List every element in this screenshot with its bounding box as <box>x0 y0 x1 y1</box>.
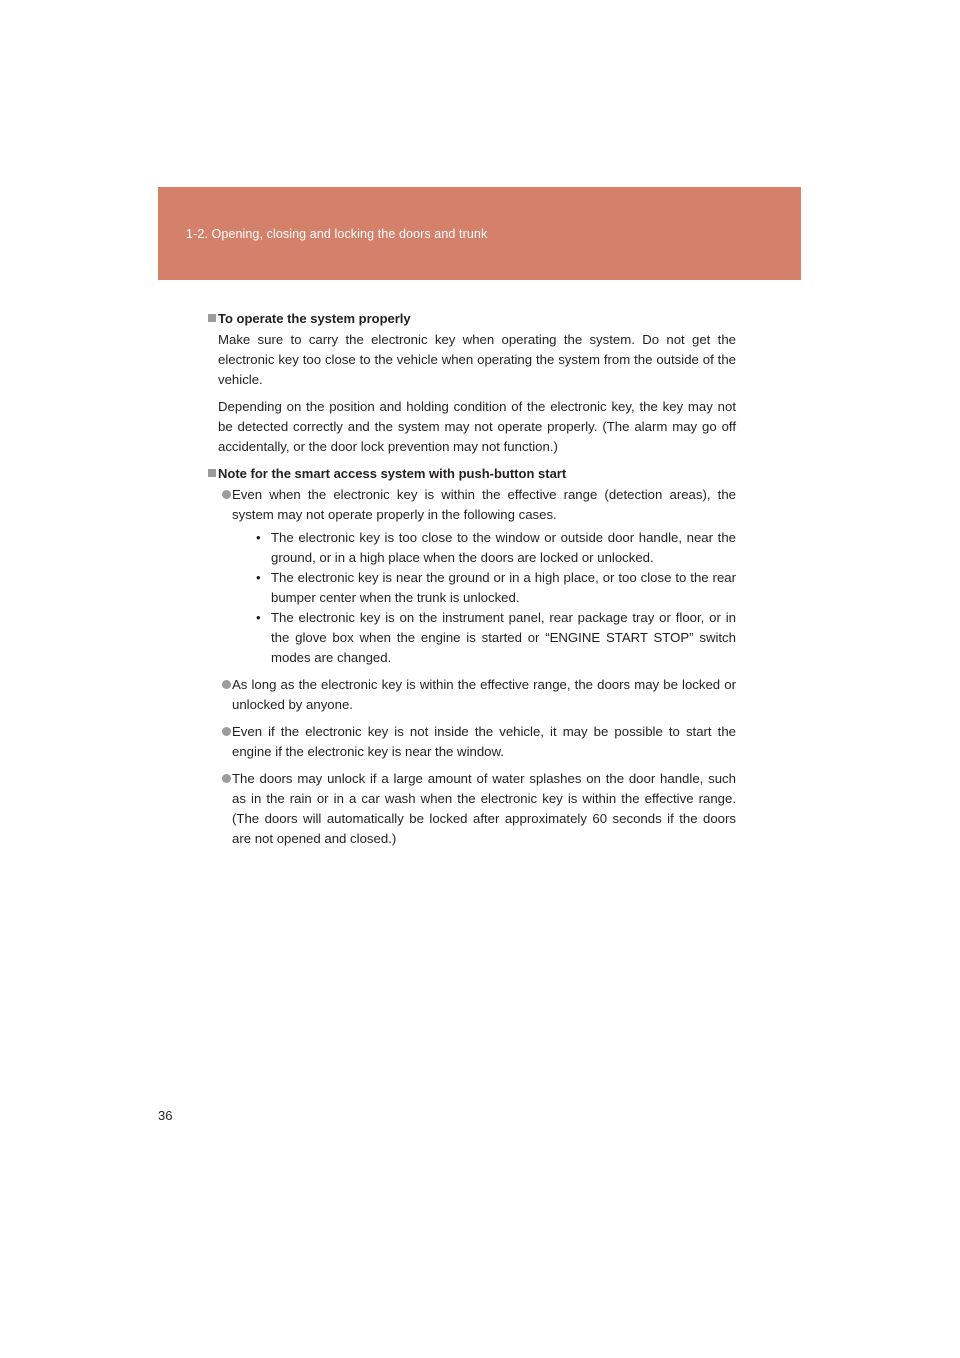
page-content <box>208 309 736 856</box>
sub-item-text: The electronic key is too close to the window or outside door handle, near the ground, or in a high place when the doors are locked or unlocked. <box>271 530 736 565</box>
bullet-text: Even when the electronic key is within the effective range (detection areas), the system may not operate properly in the following cases. <box>232 487 736 522</box>
page-number: 36 <box>158 1108 173 1123</box>
sub-list-item <box>256 528 736 568</box>
chapter-header-band <box>158 187 801 280</box>
section-heading <box>208 309 736 329</box>
sub-list <box>232 528 736 668</box>
round-bullet-icon <box>222 774 231 783</box>
sub-item-text: The electronic key is near the ground or in a high place, or too close to the rear bumper center when the trunk is unlocked. <box>271 570 736 605</box>
bullet-item <box>208 722 736 762</box>
small-dot-icon: • <box>256 530 261 545</box>
section-smart-access-note <box>208 464 736 849</box>
section-heading <box>208 464 736 484</box>
small-dot-icon: • <box>256 610 261 625</box>
section-heading-text: Note for the smart access system with push-button start <box>218 466 567 481</box>
square-bullet-icon <box>208 469 216 477</box>
bullet-text: Even if the electronic key is not inside the vehicle, it may be possible to start the engine if the electronic key is near the window. <box>232 724 736 759</box>
paragraph: Make sure to carry the electronic key when operating the system. Do not get the electronic key too close to the vehicle when operating the system from the outside of the vehicle. <box>218 332 736 387</box>
sub-item-text: The electronic key is on the instrument panel, rear package tray or floor, or in the glove box when the engine is started or “ENGINE START STOP” switch modes are changed. <box>271 610 736 665</box>
sub-list-item <box>256 568 736 608</box>
bullet-item <box>208 485 736 668</box>
sub-list-item <box>256 608 736 668</box>
square-bullet-icon <box>208 314 216 322</box>
section-system-operation <box>208 309 736 457</box>
small-dot-icon: • <box>256 570 261 585</box>
chapter-title: 1-2. Opening, closing and locking the doors and trunk <box>186 227 488 241</box>
bullet-text: As long as the electronic key is within the effective range, the doors may be locked or unlocked by anyone. <box>232 677 736 712</box>
section-heading-text: To operate the system properly <box>218 311 411 326</box>
bullet-item <box>208 675 736 715</box>
round-bullet-icon <box>222 727 231 736</box>
bullet-text: The doors may unlock if a large amount of water splashes on the door handle, such as in the rain or in a car wash when the electronic key is within the effective range. (The doors will automatically be locked after approximately 60 seconds if the doors are not opened and closed.) <box>232 771 736 846</box>
bullet-item <box>208 769 736 849</box>
round-bullet-icon <box>222 490 231 499</box>
round-bullet-icon <box>222 680 231 689</box>
paragraph: Depending on the position and holding condition of the electronic key, the key may not be detected correctly and the system may not operate properly. (The alarm may go off accidentally, or the door lock prevention may not function.) <box>218 399 736 454</box>
